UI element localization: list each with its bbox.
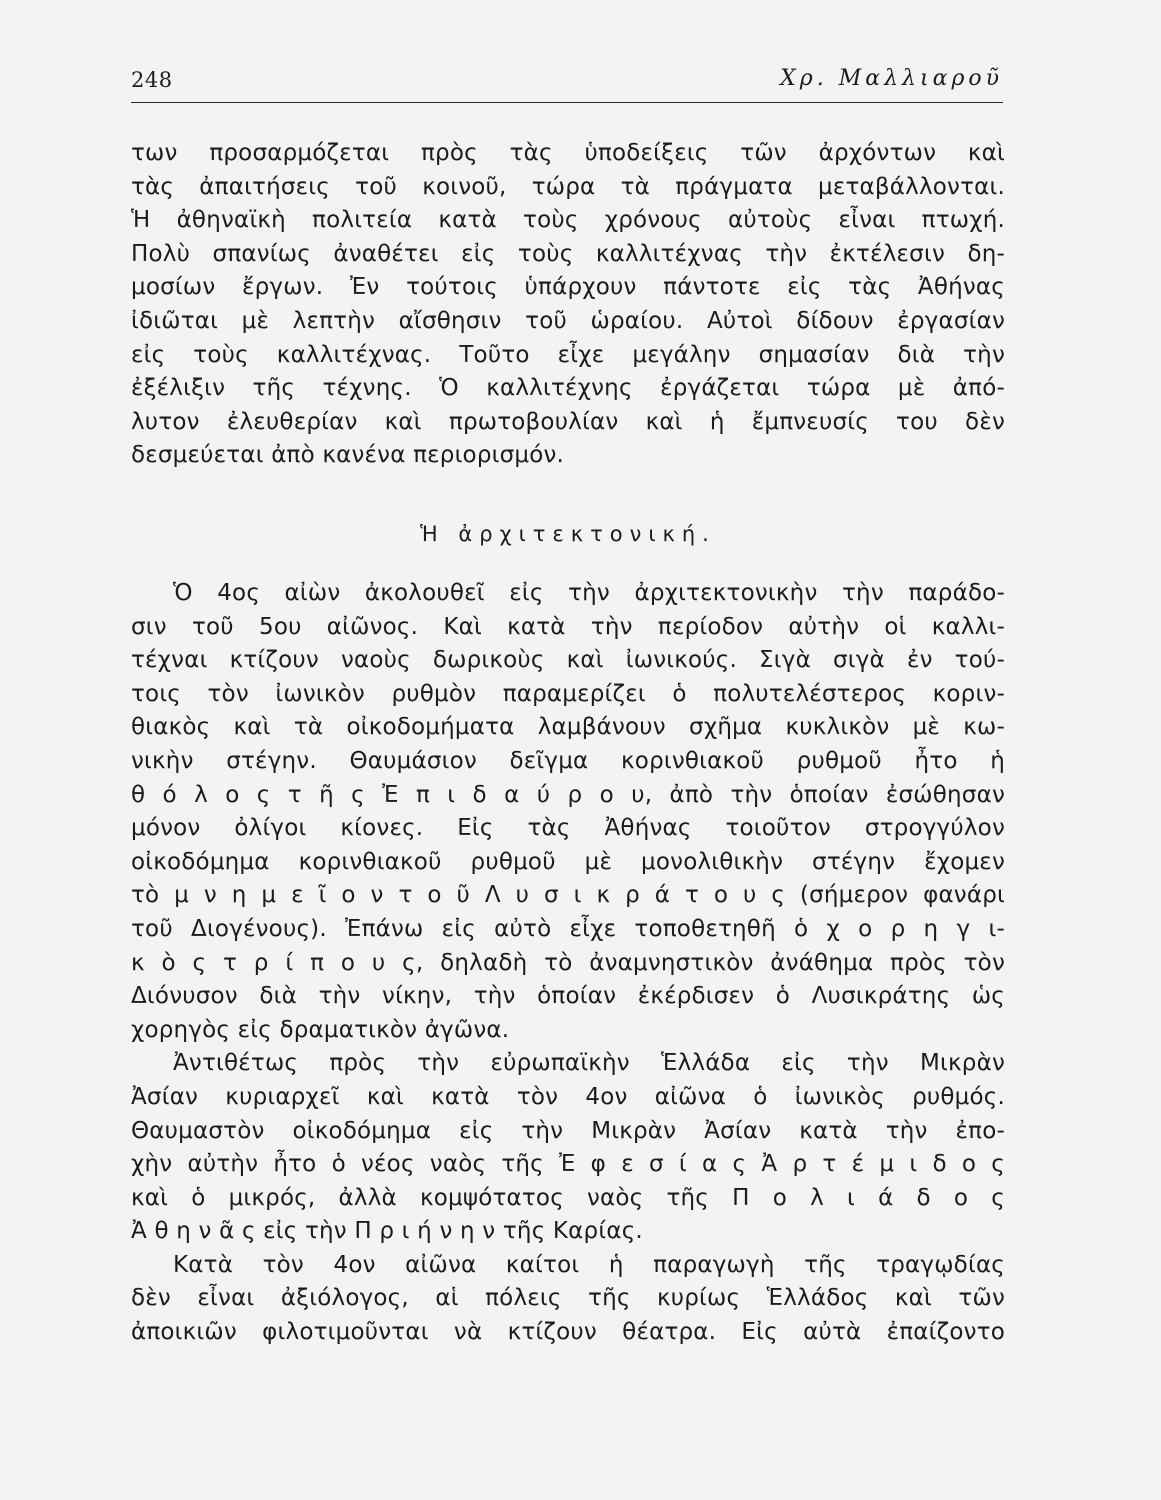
text-line: μόνον ὀλίγοι κίονες. Εἰς τὰς Ἀθήνας τοιοῦτον στρογγύλον [131, 815, 1005, 842]
section-heading: Ἡ ἀρχιτεκτονική. [420, 522, 716, 546]
text-line: κ ὸ ς τ ρ ί π ο υ ς, δηλαδὴ τὸ ἀναμνηστικὸν ἀνάθημα πρὸς τὸν [131, 949, 1005, 976]
text-line: τὸ μ ν η μ ε ῖ ο ν τ ο ῦ Λ υ σ ι κ ρ ά τ ο υ ς (σήμερον φανάρι [131, 882, 1005, 909]
text-line: σιν τοῦ 5ου αἰῶνος. Καὶ κατὰ τὴν περίοδον αὐτὴν οἱ καλλι- [131, 613, 1005, 640]
text-line: δὲν εἶναι ἀξιόλογος, αἱ πόλεις τῆς κυρίως Ἑλλάδος καὶ τῶν [131, 1285, 1005, 1312]
text-line: νικὴν στέγην. Θαυμάσιον δεῖγμα κορινθιακοῦ ρυθμοῦ ἦτο ἡ [131, 747, 1005, 774]
text-line: Ὁ 4ος αἰὼν ἀκολουθεῖ εἰς τὴν ἀρχιτεκτονικὴν τὴν παράδο- [173, 580, 1005, 606]
paragraph-4 [131, 1249, 1005, 1350]
text-line: Ἡ ἀθηναϊκὴ πολιτεία κατὰ τοὺς χρόνους αὐτοὺς εἶναι πτωχή. [131, 207, 1005, 234]
text-line: Διόνυσον διὰ τὴν νίκην, τὴν ὁποίαν ἐκέρδισεν ὁ Λυσικράτης ὡς [131, 983, 1005, 1010]
paragraph-1 [131, 137, 1005, 473]
page-number: 248 [131, 68, 173, 92]
text-line: εἰς τοὺς καλλιτέχνας. Τοῦτο εἶχε μεγάλην σημασίαν διὰ τὴν [131, 341, 1005, 368]
text-line: μοσίων ἔργων. Ἐν τούτοις ὑπάρχουν πάντοτε εἰς τὰς Ἀθήνας [131, 274, 1005, 301]
text-line: ἀποικιῶν φιλοτιμοῦνται νὰ κτίζουν θέατρα. Εἰς αὐτὰ ἐπαίζοντο [131, 1319, 1005, 1346]
text-line: των προσαρμόζεται πρὸς τὰς ὑποδείξεις τῶν ἀρχόντων καὶ [131, 140, 1005, 166]
paragraph-3 [131, 1047, 1005, 1249]
text-line: χὴν αὐτὴν ἦτο ὁ νέος ναὸς τῆς Ἐ φ ε σ ί α ς Ἀ ρ τ έ μ ι δ ο ς [131, 1151, 1005, 1178]
text-line: Θαυμαστὸν οἰκοδόμημα εἰς τὴν Μικρὰν Ἀσίαν κατὰ τὴν ἐπο- [131, 1117, 1005, 1144]
header-rule [131, 102, 1003, 103]
text-line: θ ό λ ο ς τ ῆ ς Ἐ π ι δ α ύ ρ ο υ, ἀπὸ τὴν ὁποίαν ἐσώθησαν [131, 781, 1005, 808]
text-line: Ἀντιθέτως πρὸς τὴν εὐρωπαϊκὴν Ἑλλάδα εἰς τὴν Μικρὰν [173, 1050, 1005, 1077]
text-line: οἰκοδόμημα κορινθιακοῦ ρυθμοῦ μὲ μονολιθικὴν στέγην ἔχομεν [131, 848, 1005, 875]
text-line: τέχναι κτίζουν ναοὺς δωρικοὺς καὶ ἰωνικούς. Σιγὰ σιγὰ ἐν τού- [131, 647, 1005, 674]
text-line: δεσμεύεται ἀπὸ κανένα περιορισμόν. [131, 442, 565, 469]
text-line: Κατὰ τὸν 4ον αἰῶνα καίτοι ἡ παραγωγὴ τῆς τραγῳδίας [173, 1251, 1005, 1278]
text-line: καὶ ὁ μικρός, ἀλλὰ κομψότατος ναὸς τῆς Π ο λ ι ά δ ο ς [131, 1184, 1005, 1211]
text-line: Πολὺ σπανίως ἀναθέτει εἰς τοὺς καλλιτέχνας τὴν ἐκτέλεσιν δη- [131, 240, 1005, 267]
text-line: Ἀ θ η ν ᾶ ς εἰς τὴν Π ρ ι ή ν η ν τῆς Καρίας. [131, 1218, 643, 1245]
text-line: τοις τὸν ἰωνικὸν ρυθμὸν παραμερίζει ὁ πολυτελέστερος κοριν- [131, 680, 1005, 707]
text-line: χορηγὸς εἰς δραματικὸν ἀγῶνα. [131, 1016, 510, 1043]
running-head: Χρ. Μαλλιαροῦ [780, 66, 1003, 91]
page-header [131, 62, 1003, 102]
text-line: Ἀσίαν κυριαρχεῖ καὶ κατὰ τὸν 4ον αἰῶνα ὁ ἰωνικὸς ρυθμός. [131, 1083, 1005, 1110]
text-line: ἐξέλιξιν τῆς τέχνης. Ὁ καλλιτέχνης ἐργάζεται τώρα μὲ ἀπό- [131, 375, 1005, 402]
text-line: λυτον ἐλευθερίαν καὶ πρωτοβουλίαν καὶ ἡ ἔμπνευσίς του δὲν [131, 408, 1005, 435]
text-line: τὰς ἀπαιτήσεις τοῦ κοινοῦ, τώρα τὰ πράγματα μεταβάλλονται. [131, 173, 1005, 200]
text-line: ἰδιῶται μὲ λεπτὴν αἴσθησιν τοῦ ὡραίου. Αὐτοὶ δίδουν ἐργασίαν [131, 307, 1005, 334]
text-line: τοῦ Διογένους). Ἐπάνω εἰς αὐτὸ εἶχε τοποθετηθῆ ὁ χ ο ρ η γ ι- [131, 915, 1005, 942]
paragraph-2 [131, 577, 1005, 1047]
body-text [131, 577, 1005, 1350]
text-line: θιακὸς καὶ τὰ οἰκοδομήματα λαμβάνουν σχῆμα κυκλικὸν μὲ κω- [131, 714, 1005, 741]
